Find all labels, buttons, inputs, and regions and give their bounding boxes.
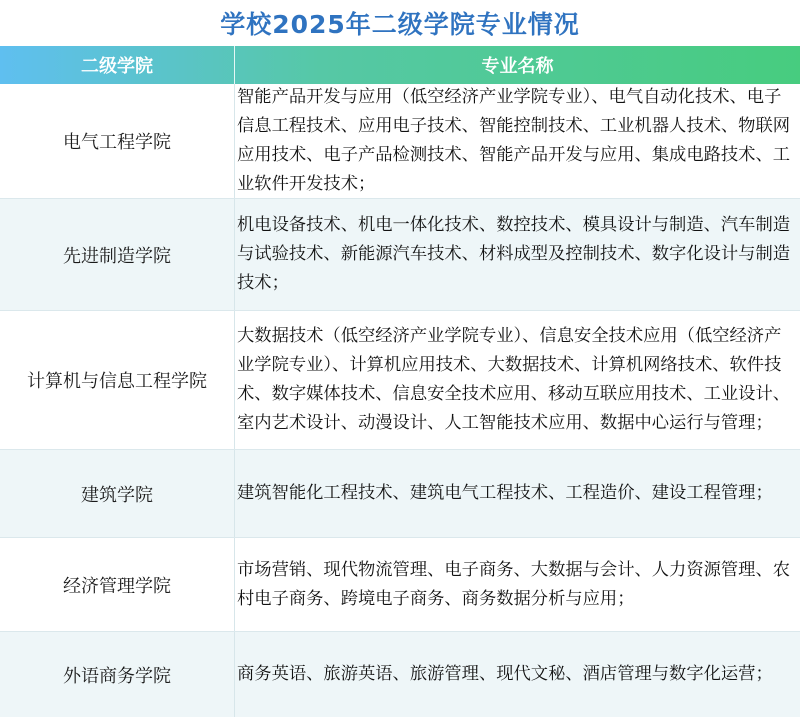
major-list	[237, 632, 793, 717]
major-list	[237, 199, 793, 310]
major-list-text: 智能产品开发与应用（低空经济产业学院专业）、电气自动化技术、电子信息工程技术、应用电子技术、智能控制技术、工业机器人技术、物联网应用技术、电子产品检测技术、智能产品开发与应用、集成电路技术、工业软件开发技术；	[237, 87, 791, 194]
college-name: 先进制造学院	[63, 245, 171, 267]
table-row	[0, 199, 800, 310]
college-name: 计算机与信息工程学院	[27, 371, 207, 392]
column-divider	[234, 538, 235, 631]
column-divider	[234, 199, 235, 310]
table-row	[0, 632, 800, 717]
header-majors: 专业名称	[481, 56, 554, 77]
major-list-text: 建筑智能化工程技术、建筑电气工程技术、工程造价、建设工程管理；	[237, 483, 773, 503]
major-list	[237, 538, 793, 631]
header-college: 二级学院	[81, 56, 153, 77]
college-name: 电气工程学院	[63, 132, 171, 153]
major-list	[237, 311, 793, 449]
column-divider	[234, 632, 235, 717]
major-list-text: 大数据技术（低空经济产业学院专业）、信息安全技术应用（低空经济产业学院专业）、计算机应用技术、大数据技术、计算机网络技术、软件技术、数字媒体技术、信息安全技术应用、移动互联应用技术、工业设计、室内艺术设计、动漫设计、人工智能技术应用、数据中心运行与管理；	[237, 326, 791, 433]
table-row	[0, 450, 800, 537]
table-row	[0, 538, 800, 631]
column-divider	[234, 450, 235, 537]
major-list-text: 商务英语、旅游英语、旅游管理、现代文秘、酒店管理与数字化运营；	[237, 664, 773, 684]
college-name: 外语商务学院	[63, 665, 171, 687]
column-divider	[234, 84, 235, 198]
major-list	[237, 84, 793, 198]
table-row	[0, 311, 800, 449]
major-list-text: 市场营销、现代物流管理、电子商务、大数据与会计、人力资源管理、农村电子商务、跨境电子商务、商务数据分析与应用；	[237, 559, 791, 609]
major-list	[237, 450, 793, 537]
column-divider	[234, 311, 235, 449]
college-name: 经济管理学院	[63, 575, 171, 597]
table-row	[0, 84, 800, 198]
major-list-text: 机电设备技术、机电一体化技术、数控技术、模具设计与制造、汽车制造与试验技术、新能源汽车技术、材料成型及控制技术、数字化设计与制造技术；	[237, 215, 791, 293]
college-name: 建筑学院	[81, 484, 153, 506]
page-title: 学校2025年二级学院专业情况	[220, 10, 580, 39]
table-header	[0, 46, 800, 84]
